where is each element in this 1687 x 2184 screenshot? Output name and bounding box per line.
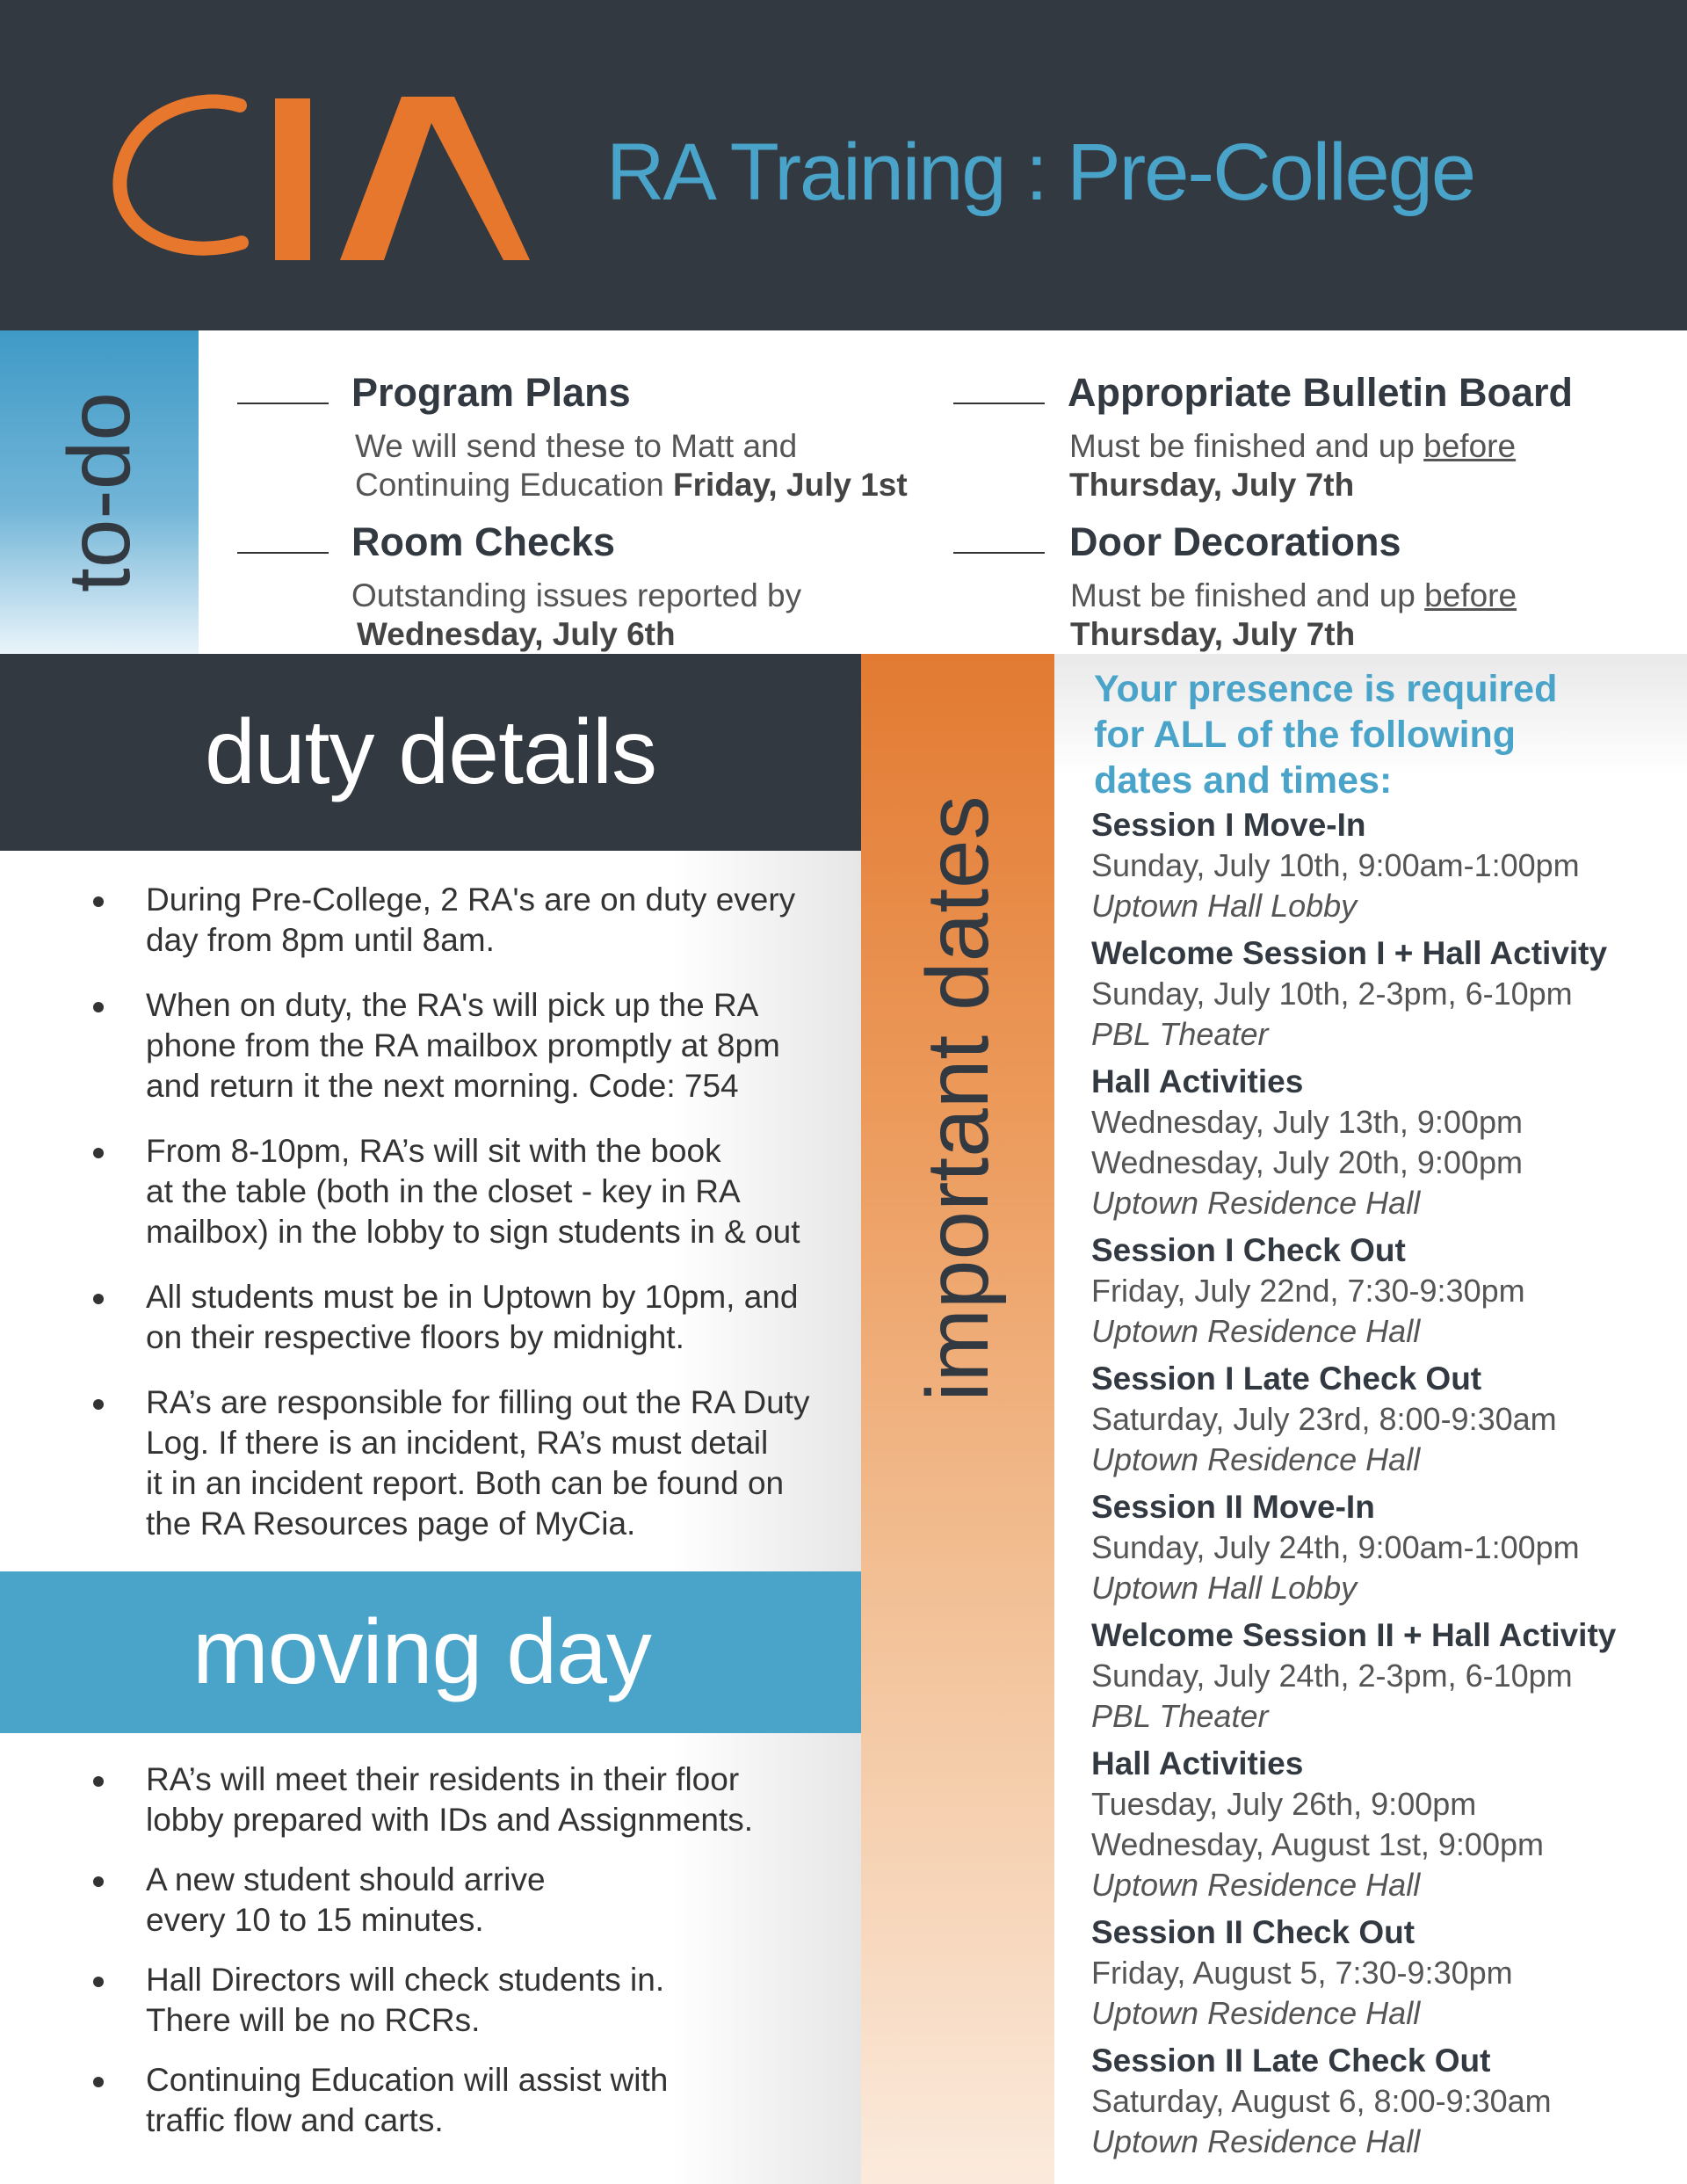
event-location: Uptown Residence Hall [1091,1867,1421,1903]
event-time: Wednesday, July 20th, 9:00pm [1091,1144,1523,1180]
list-item: During Pre-College, 2 RA's are on duty every day from 8pm until 8am. [88,880,852,961]
event-item [1091,1359,1680,1480]
event-list [1091,805,1680,2169]
event-item [1091,933,1680,1055]
event-title: Session II Move-In [1091,1489,1375,1525]
event-item [1091,1230,1680,1352]
moving-day-list [88,1760,852,2160]
list-item: A new student should arrive every 10 to 15 minutes. [88,1860,852,1941]
event-title: Session II Check Out [1091,1914,1415,1950]
checkbox-blank-line [237,403,329,404]
event-item [1091,1615,1680,1737]
duty-details-heading: duty details [204,701,657,803]
todo-label: to-do [50,392,148,592]
checkbox-blank-line [237,552,329,554]
checkbox-blank-line [953,552,1045,554]
event-time: Sunday, July 24th, 2-3pm, 6-10pm [1091,1658,1573,1694]
event-time: Friday, July 22nd, 7:30-9:30pm [1091,1273,1525,1309]
list-item: From 8-10pm, RA’s will sit with the book at the table (both in the closet - key in RA mailbox) in the lobby to sign students in & out [88,1131,852,1252]
todo-description: Must be finished and up before Thursday, July 7th [1070,577,1517,652]
event-title: Session II Late Check Out [1091,2043,1491,2079]
duty-details-list [88,880,852,1569]
event-time: Saturday, August 6, 8:00-9:30am [1091,2083,1552,2119]
event-location: Uptown Residence Hall [1091,1313,1421,1349]
list-item: RA’s will meet their residents in their floor lobby prepared with IDs and Assignments. [88,1760,852,1840]
list-item: Continuing Education will assist with traffic flow and carts. [88,2060,852,2141]
event-title: Session I Move-In [1091,807,1366,843]
event-title: Session I Late Check Out [1091,1360,1482,1397]
important-dates-intro: Your presence is required for ALL of the following dates and times: [1094,668,1558,802]
moving-day-heading: moving day [192,1601,651,1703]
todo-description: We will send these to Matt and Continuing Education Friday, July 1st [355,428,908,503]
important-dates-label: important dates [909,795,1007,1402]
event-title: Hall Activities [1091,1063,1304,1099]
todo-description: Must be finished and up before Thursday, July 7th [1069,428,1517,503]
list-item: RA’s are responsible for filling out the RA Duty Log. If there is an incident, RA’s must detail it in an incident report. Both can be found on the RA Resources page of MyCia. [88,1382,852,1544]
event-time: Wednesday, August 1st, 9:00pm [1091,1826,1544,1862]
list-item: Hall Directors will check students in. There will be no RCRs. [88,1960,852,2041]
todo-description: Outstanding issues reported by Wednesday, July 6th [351,577,802,652]
event-time: Sunday, July 10th, 2-3pm, 6-10pm [1091,976,1573,1012]
event-item [1091,1912,1680,2034]
event-time: Saturday, July 23rd, 8:00-9:30am [1091,1401,1557,1437]
todo-title: Room Checks [351,519,616,564]
event-item [1091,1062,1680,1223]
page-title: RA Training : Pre-College [606,127,1475,217]
event-location: Uptown Residence Hall [1091,1185,1421,1221]
event-location: Uptown Hall Lobby [1091,888,1358,924]
list-item: All students must be in Uptown by 10pm, and on their respective floors by midnight. [88,1277,852,1358]
todo-title: Program Plans [351,370,631,415]
checkbox-blank-line [953,403,1045,404]
list-item: When on duty, the RA's will pick up the RA phone from the RA mailbox promptly at 8pm and return it the next morning. Code: 754 [88,985,852,1107]
event-title: Session I Check Out [1091,1232,1406,1268]
todo-title: Door Decorations [1069,519,1401,564]
event-location: Uptown Residence Hall [1091,1441,1421,1477]
event-time: Sunday, July 24th, 9:00am-1:00pm [1091,1529,1580,1565]
event-location: Uptown Residence Hall [1091,1995,1421,2031]
event-time: Wednesday, July 13th, 9:00pm [1091,1104,1523,1140]
event-time: Friday, August 5, 7:30-9:30pm [1091,1955,1513,1991]
event-title: Hall Activities [1091,1745,1304,1781]
event-title: Welcome Session II + Hall Activity [1091,1617,1617,1653]
event-time: Sunday, July 10th, 9:00am-1:00pm [1091,847,1580,883]
event-location: Uptown Hall Lobby [1091,1570,1358,1606]
event-item [1091,1744,1680,1905]
event-item [1091,1487,1680,1608]
event-item [1091,2041,1680,2162]
cia-logo [110,88,532,264]
event-location: PBL Theater [1091,1698,1269,1734]
todo-title: Appropriate Bulletin Board [1068,370,1574,415]
event-location: PBL Theater [1091,1016,1269,1052]
event-location: Uptown Residence Hall [1091,2123,1421,2159]
event-title: Welcome Session I + Hall Activity [1091,935,1608,971]
event-item [1091,805,1680,926]
event-time: Tuesday, July 26th, 9:00pm [1091,1786,1477,1822]
